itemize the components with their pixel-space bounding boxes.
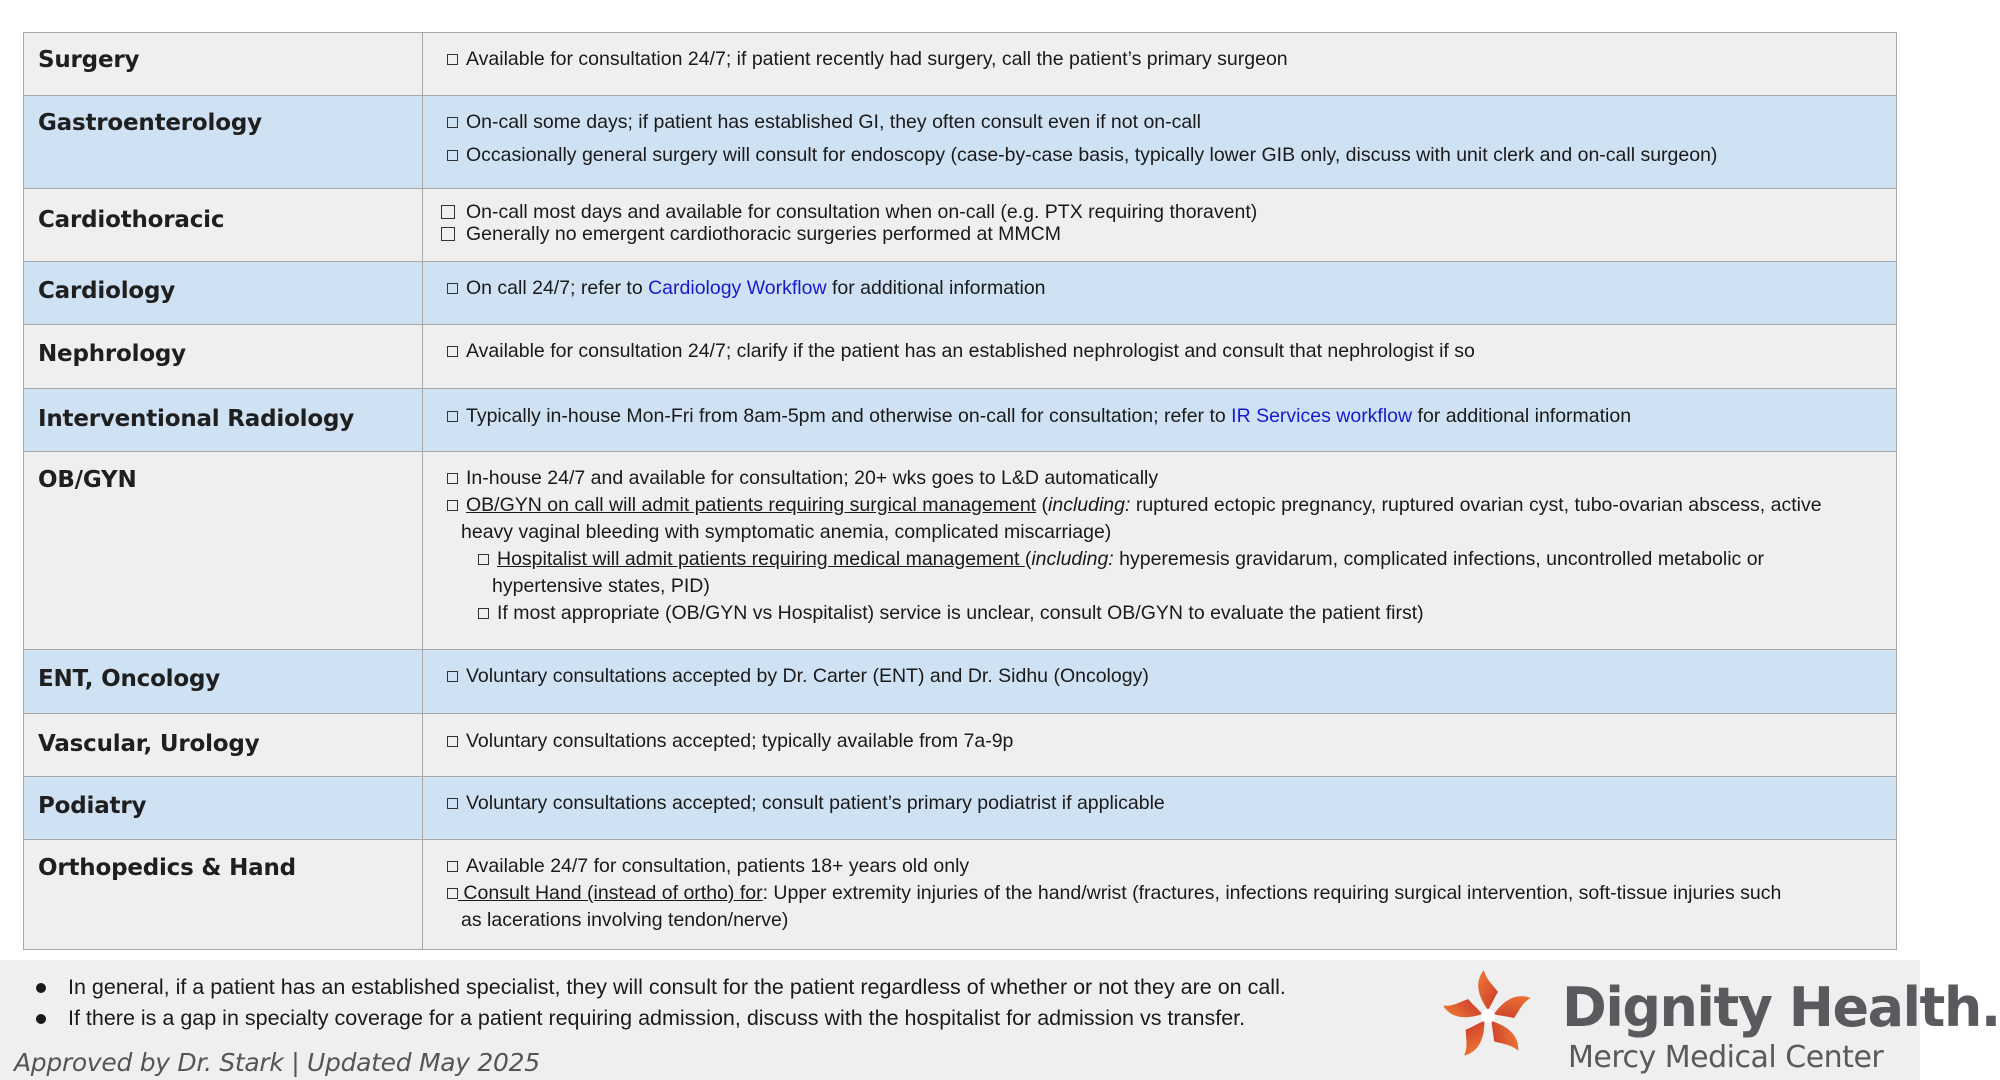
cardiology-workflow-link[interactable]: Cardiology Workflow — [648, 277, 827, 299]
table-row-cardiothoracic — [24, 189, 1897, 262]
list-item-continuation: heavy vaginal bleeding with symptomatic anemia, complicated miscarriage) — [461, 521, 1112, 543]
checkbox-icon — [447, 500, 458, 511]
specialty-description — [423, 33, 1897, 95]
specialty-description — [423, 96, 1897, 188]
bullet-icon — [36, 1014, 46, 1024]
specialty-description — [423, 650, 1897, 713]
checkbox-icon — [447, 283, 458, 294]
checkbox-icon — [441, 227, 455, 241]
specialty-name: Cardiology — [24, 262, 423, 324]
specialty-name: Orthopedics & Hand — [24, 840, 423, 949]
table-row-nephrology — [24, 325, 1897, 389]
checkbox-icon — [447, 671, 458, 682]
specialty-name: Interventional Radiology — [24, 389, 423, 451]
star-logo-icon — [1430, 958, 1550, 1078]
specialty-name: Gastroenterology — [24, 96, 423, 188]
brand-name: Dignity Health. — [1562, 976, 2000, 1039]
table-row-ent-oncology — [24, 650, 1897, 714]
checkbox-icon — [447, 411, 458, 422]
checkbox-icon — [447, 798, 458, 809]
bullet-icon — [36, 983, 46, 993]
ir-services-workflow-link[interactable]: IR Services workflow — [1231, 405, 1413, 427]
list-item: Voluntary consultations accepted; typically available from 7a-9p — [447, 728, 1890, 755]
checkbox-icon — [447, 861, 458, 872]
checkbox-icon — [447, 117, 458, 128]
list-item: Typically in-house Mon-Fri from 8am-5pm and otherwise on-call for consultation; refer to IR Services workflow for additional information — [447, 403, 1890, 430]
list-item: Consult Hand (instead of ortho) for: Upper extremity injuries of the hand/wrist (fractures, infections requiring surgical intervention, soft-tissue injuries such — [447, 880, 1890, 907]
specialty-description — [423, 452, 1897, 649]
specialty-name: Nephrology — [24, 325, 423, 388]
table-row-obgyn — [24, 452, 1897, 650]
checkbox-icon — [447, 150, 458, 161]
checkbox-icon — [478, 554, 489, 565]
specialty-description — [423, 189, 1897, 261]
specialty-name: Cardiothoracic — [24, 189, 423, 261]
approval-line: Approved by Dr. Stark | Updated May 2025 — [14, 1048, 540, 1077]
checkbox-icon — [447, 736, 458, 747]
specialty-description — [423, 714, 1897, 776]
dignity-health-logo — [1430, 958, 2000, 1078]
specialty-description — [423, 777, 1897, 839]
specialty-name: Podiatry — [24, 777, 423, 839]
checkbox-icon — [478, 608, 489, 619]
general-notes — [36, 972, 1286, 1034]
list-item: Available 24/7 for consultation, patients 18+ years old only — [447, 853, 1890, 880]
list-item-continuation: as lacerations involving tendon/nerve) — [461, 909, 789, 931]
list-item: If most appropriate (OB/GYN vs Hospitalist) service is unclear, consult OB/GYN to evaluate the patient first) — [447, 600, 1890, 627]
table-row-podiatry — [24, 777, 1897, 840]
list-item: Occasionally general surgery will consult for endoscopy (case-by-case basis, typically lower GIB only, discuss with unit clerk and on-call surgeon) — [447, 139, 1890, 172]
list-item: In general, if a patient has an established specialist, they will consult for the patient regardless of whether or not they are on call. — [36, 972, 1286, 1003]
list-item: If there is a gap in specialty coverage for a patient requiring admission, discuss with the hospitalist for admission vs transfer. — [36, 1003, 1286, 1034]
list-item: Generally no emergent cardiothoracic surgeries performed at MMCM — [441, 223, 1890, 245]
specialty-name: Vascular, Urology — [24, 714, 423, 776]
list-item: On call 24/7; refer to Cardiology Workflow for additional information — [447, 275, 1890, 302]
specialty-description — [423, 262, 1897, 324]
checkbox-icon — [441, 205, 455, 219]
table-row-orthopedics-hand — [24, 840, 1897, 950]
list-item: On-call most days and available for consultation when on-call (e.g. PTX requiring thoravent) — [441, 201, 1890, 223]
list-item: OB/GYN on call will admit patients requiring surgical management (including: ruptured ectopic pregnancy, ruptured ovarian cyst, tubo-ovarian abscess, active — [447, 492, 1890, 519]
table-row-vascular-urology — [24, 714, 1897, 777]
table-row-gastroenterology — [24, 96, 1897, 189]
checkbox-icon — [447, 54, 458, 65]
specialty-description — [423, 389, 1897, 451]
specialty-name: OB/GYN — [24, 452, 423, 649]
specialty-description — [423, 840, 1897, 949]
table-row-surgery — [24, 33, 1897, 96]
list-item: Available for consultation 24/7; if patient recently had surgery, call the patient’s primary surgeon — [447, 46, 1890, 73]
list-item: On-call some days; if patient has established GI, they often consult even if not on-call — [447, 106, 1890, 139]
list-item: Voluntary consultations accepted by Dr. Carter (ENT) and Dr. Sidhu (Oncology) — [447, 663, 1890, 690]
list-item: Available for consultation 24/7; clarify if the patient has an established nephrologist and consult that nephrologist if so — [447, 338, 1890, 365]
checkbox-icon — [447, 473, 458, 484]
table-row-interventional-radiology — [24, 389, 1897, 452]
list-item-continuation: hypertensive states, PID) — [492, 575, 710, 597]
list-item: Voluntary consultations accepted; consult patient’s primary podiatrist if applicable — [447, 790, 1890, 817]
specialty-description — [423, 325, 1897, 388]
brand-subtitle: Mercy Medical Center — [1568, 1040, 1884, 1075]
list-item: Hospitalist will admit patients requiring medical management (including: hyperemesis gravidarum, complicated infections, uncontrolled metabolic or — [447, 546, 1890, 573]
checkbox-icon — [447, 346, 458, 357]
list-item: In-house 24/7 and available for consultation; 20+ wks goes to L&D automatically — [447, 465, 1890, 492]
specialty-name: ENT, Oncology — [24, 650, 423, 713]
specialty-coverage-table — [23, 32, 1897, 950]
checkbox-icon — [447, 888, 458, 899]
table-row-cardiology — [24, 262, 1897, 325]
specialty-name: Surgery — [24, 33, 423, 95]
